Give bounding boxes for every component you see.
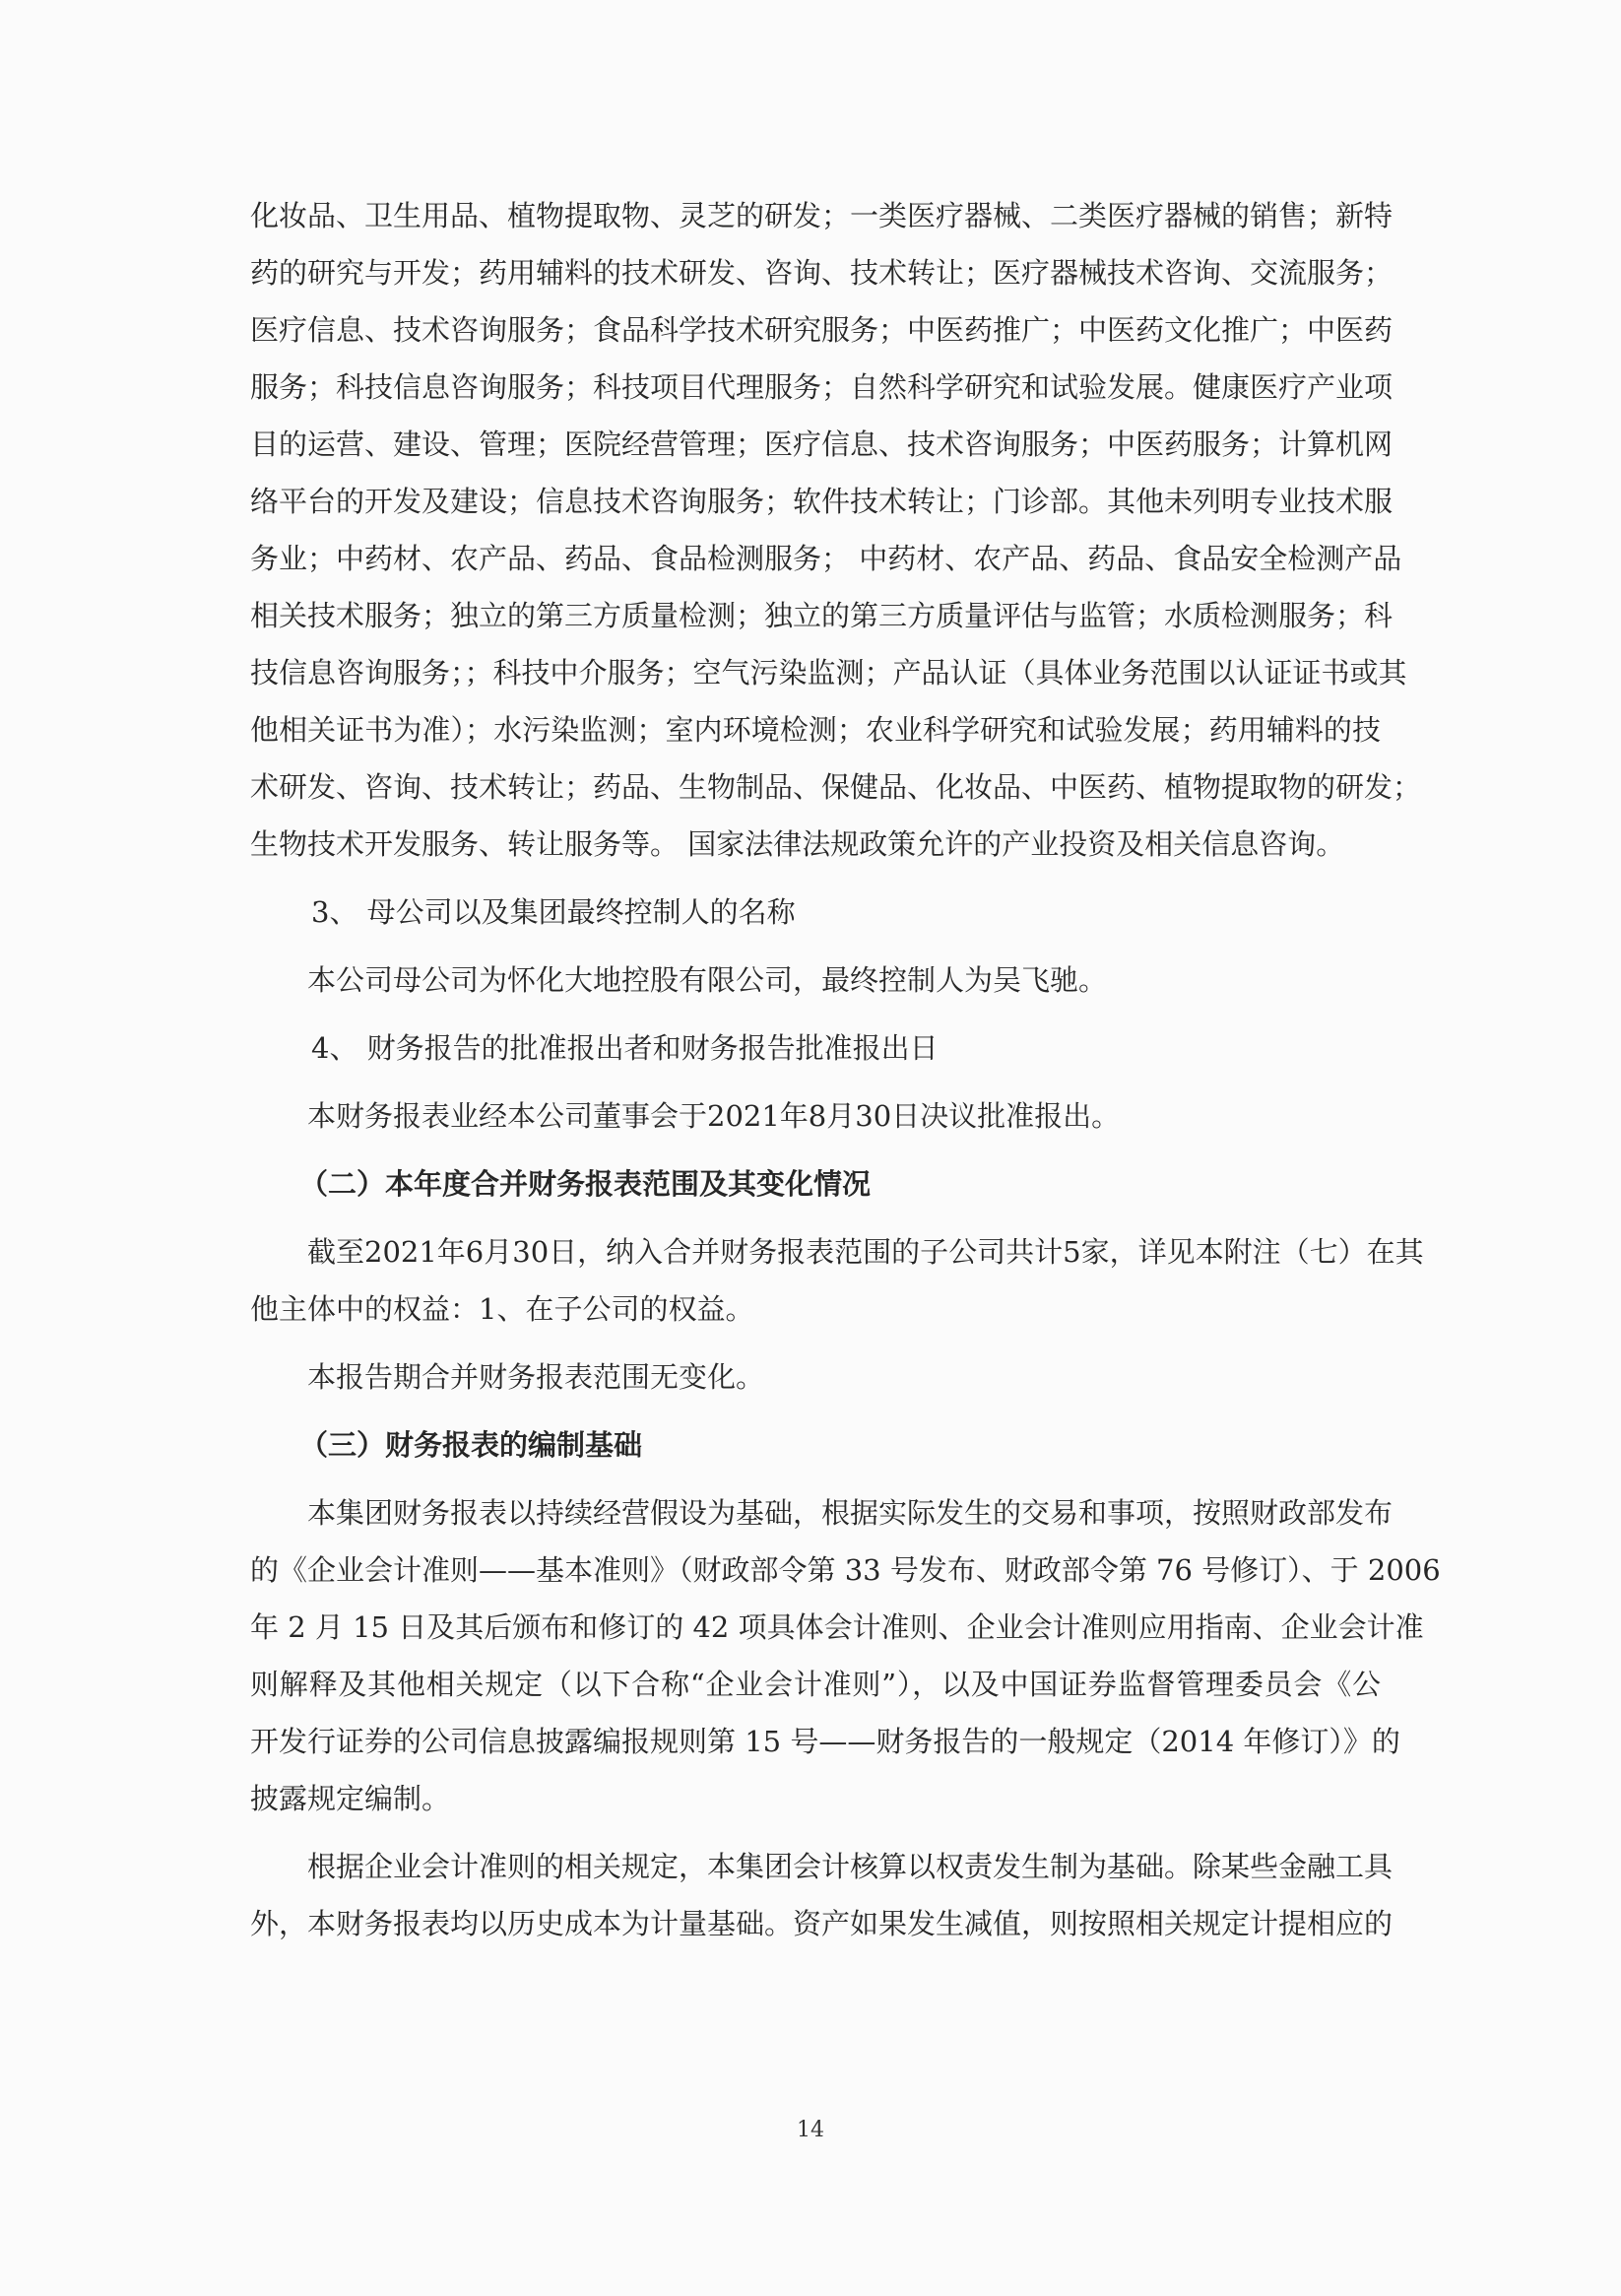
text-line: 药的研究与开发；药用辅料的技术研发、咨询、技术转让；医疗器械技术咨询、交流服务； [250, 256, 1394, 290]
page-number: 14 [797, 2118, 824, 2142]
text-line: 开发行证券的公司信息披露编报规则第 15 号——财务报告的一般规定（2014 年修订）》的 [250, 1725, 1400, 1758]
text-line: 服务；科技信息咨询服务；科技项目代理服务；自然科学研究和试验发展。健康医疗产业项 [250, 370, 1394, 404]
text-line: 相关技术服务；独立的第三方质量检测；独立的第三方质量评估与监管；水质检测服务；科 [250, 599, 1394, 632]
document-body [250, 187, 1441, 1952]
text-line: 的《企业会计准则——基本准则》（财政部令第 33 号发布、财政部令第 76 号修订）、于 2006 [250, 1553, 1441, 1587]
text-line: 技信息咨询服务；；科技中介服务；空气污染监测；产品认证（具体业务范围以认证证书或其 [250, 656, 1407, 689]
text-line: 目的运营、建设、管理；医院经营管理；医疗信息、技术咨询服务；中医药服务；计算机网 [250, 427, 1394, 461]
section-heading-consolidation-scope: （二）本年度合并财务报表范围及其变化情况 [299, 1167, 872, 1201]
text-line: 披露规定编制。 [250, 1782, 451, 1815]
text-line: 络平台的开发及建设；信息技术咨询服务；软件技术转让；门诊部。其他未列明专业技术服 [250, 485, 1394, 518]
paragraph-parent-company: 本公司母公司为怀化大地控股有限公司，最终控制人为吴飞驰。 [307, 963, 1108, 997]
paragraph-business-scope [250, 187, 1422, 873]
paragraph-subsidiaries [250, 1223, 1424, 1338]
paragraph-approval: 本财务报表业经本公司董事会于2021年8月30日决议批准报出。 [307, 1099, 1121, 1133]
text-line: 则解释及其他相关规定（以下合称“企业会计准则”），以及中国证券监督管理委员会《公 [250, 1668, 1381, 1701]
paragraph-no-change: 本报告期合并财务报表范围无变化。 [307, 1360, 765, 1394]
text-line: 本集团财务报表以持续经营假设为基础，根据实际发生的交易和事项，按照财政部发布 [307, 1496, 1394, 1530]
paragraph-preparation-basis [250, 1484, 1441, 1827]
text-line: 截至2021年6月30日，纳入合并财务报表范围的子公司共计5家，详见本附注（七）在其 [307, 1235, 1424, 1269]
text-line: 年 2 月 15 日及其后颁布和修订的 42 项具体会计准则、企业会计准则应用指南、企业会计准 [250, 1610, 1424, 1644]
section-heading-preparation-basis: （三）财务报表的编制基础 [299, 1428, 643, 1462]
text-line: 根据企业会计准则的相关规定，本集团会计核算以权责发生制为基础。除某些金融工具 [307, 1850, 1394, 1883]
text-line: 外，本财务报表均以历史成本为计量基础。资产如果发生减值，则按照相关规定计提相应的 [250, 1907, 1394, 1940]
text-line: 术研发、咨询、技术转让；药品、生物制品、保健品、化妆品、中医药、植物提取物的研发； [250, 770, 1422, 804]
subheading-approval: 4、 财务报告的批准报出者和财务报告批准报出日 [311, 1031, 939, 1065]
subheading-parent-company: 3、 母公司以及集团最终控制人的名称 [311, 895, 796, 929]
text-line: 他主体中的权益：1、在子公司的权益。 [250, 1292, 754, 1326]
text-line: 化妆品、卫生用品、植物提取物、灵芝的研发；一类医疗器械、二类医疗器械的销售；新特 [250, 199, 1394, 232]
text-line: 生物技术开发服务、转让服务等。 国家法律法规政策允许的产业投资及相关信息咨询。 [250, 827, 1345, 861]
text-line: 医疗信息、技术咨询服务；食品科学技术研究服务；中医药推广；中医药文化推广；中医药 [250, 313, 1394, 347]
text-line: 务业；中药材、农产品、药品、食品检测服务； 中药材、农产品、药品、食品安全检测产品 [250, 542, 1402, 575]
text-line: 他相关证书为准）；水污染监测；室内环境检测；农业科学研究和试验发展；药用辅料的技 [250, 713, 1381, 747]
paragraph-accounting-basis [250, 1838, 1394, 1952]
